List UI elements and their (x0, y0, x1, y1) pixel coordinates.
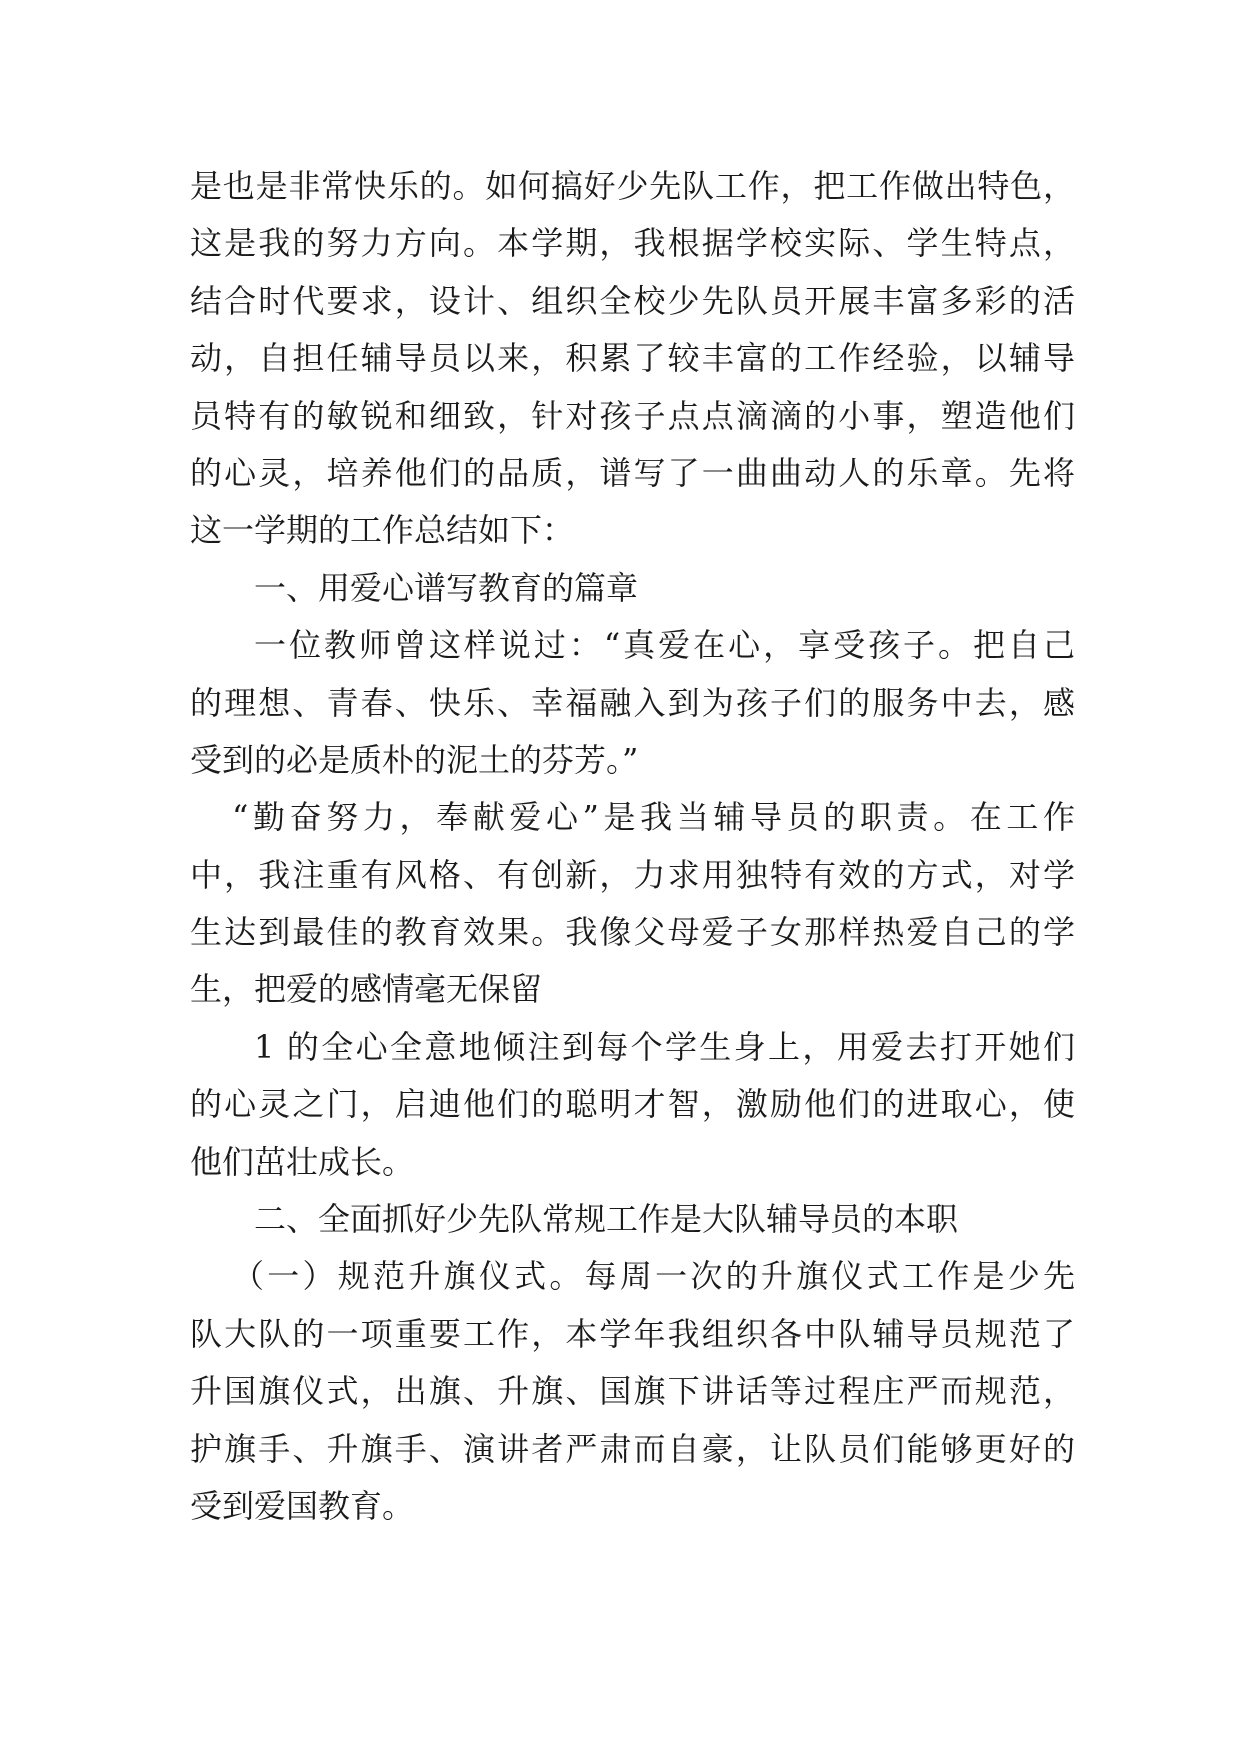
body-line: 受到的必是质朴的泥土的芬芳。” (190, 740, 639, 779)
body-line: 生，把爱的感情毫无保留 (190, 970, 543, 1009)
body-line: 的心灵，培养他们的品质，谱写了一曲曲动人的乐章。先将 (190, 453, 1075, 492)
body-line: 生达到最佳的教育效果。我像父母爱子女那样热爱自己的学 (190, 913, 1075, 952)
body-line: 的心灵之门，启迪他们的聪明才智，激励他们的进取心，使 (190, 1085, 1075, 1124)
body-line: 中，我注重有风格、有创新，力求用独特有效的方式，对学 (190, 855, 1075, 894)
body-line: （一）规范升旗仪式。每周一次的升旗仪式工作是少先 (232, 1257, 1075, 1296)
body-line: 护旗手、升旗手、演讲者严肃而自豪，让队员们能够更好的 (190, 1429, 1075, 1468)
section-heading: 二、全面抓好少先队常规工作是大队辅导员的本职 (254, 1200, 959, 1239)
body-line: “勤奋努力，奉献爱心”是我当辅导员的职责。在工作 (232, 798, 1075, 837)
body-line: 这一学期的工作总结如下： (190, 511, 575, 550)
body-line: 队大队的一项重要工作，本学年我组织各中队辅导员规范了 (190, 1314, 1075, 1353)
body-line: 1 的全心全意地倾注到每个学生身上，用爱去打开她们 (254, 1027, 1075, 1066)
body-line: 结合时代要求，设计、组织全校少先队员开展丰富多彩的活 (190, 281, 1075, 320)
body-line: 他们茁壮成长。 (190, 1142, 415, 1181)
body-line: 一位教师曾这样说过：“真爱在心，享受孩子。把自己 (254, 626, 1075, 665)
body-line: 是也是非常快乐的。如何搞好少先队工作，把工作做出特色， (190, 167, 1075, 205)
body-line: 这是我的努力方向。本学期，我根据学校实际、学生特点， (190, 224, 1075, 263)
document-body (190, 158, 1075, 1535)
section-heading: 一、用爱心谱写教育的篇章 (254, 568, 639, 607)
body-line: 升国旗仪式，出旗、升旗、国旗下讲话等过程庄严而规范， (190, 1372, 1075, 1411)
body-line: 动，自担任辅导员以来，积累了较丰富的工作经验，以辅导 (190, 339, 1075, 378)
body-line: 的理想、青春、快乐、幸福融入到为孩子们的服务中去，感 (190, 683, 1075, 722)
body-line: 员特有的敏锐和细致，针对孩子点点滴滴的小事，塑造他们 (190, 396, 1075, 435)
body-line: 受到爱国教育。 (190, 1486, 415, 1525)
